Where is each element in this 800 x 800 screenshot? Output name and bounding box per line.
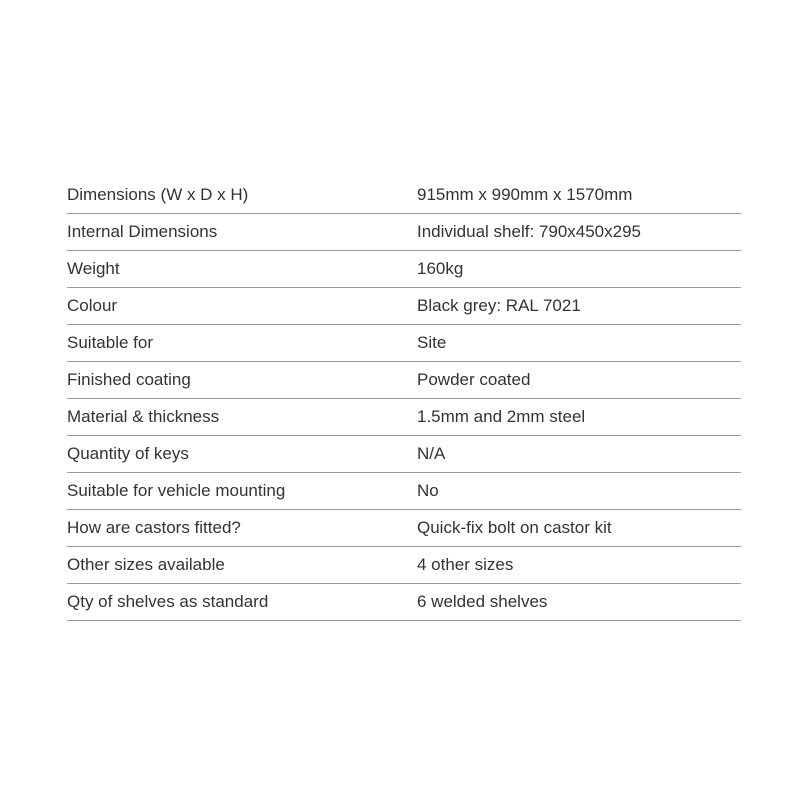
spec-row-colour — [67, 288, 741, 325]
spec-label: Internal Dimensions — [67, 222, 218, 241]
spec-row-weight — [67, 251, 741, 288]
spec-row-finished-coating — [67, 362, 741, 399]
spec-label: Qty of shelves as standard — [67, 592, 269, 611]
spec-value: 4 other sizes — [417, 555, 514, 574]
spec-row-dimensions — [67, 177, 741, 214]
spec-row-other-sizes — [67, 547, 741, 584]
spec-label: Suitable for vehicle mounting — [67, 481, 286, 500]
spec-label: Dimensions (W x D x H) — [67, 185, 249, 204]
spec-label: How are castors fitted? — [67, 518, 241, 537]
spec-label: Material & thickness — [67, 407, 220, 426]
spec-value: No — [417, 481, 439, 500]
spec-label: Quantity of keys — [67, 444, 189, 463]
spec-value: Powder coated — [417, 370, 531, 389]
spec-value: Site — [417, 333, 447, 352]
spec-row-castors-fitted — [67, 510, 741, 547]
spec-value: Black grey: RAL 7021 — [417, 296, 581, 315]
spec-label: Suitable for — [67, 333, 153, 352]
spec-value: 1.5mm and 2mm steel — [417, 407, 586, 426]
spec-label: Other sizes available — [67, 555, 225, 574]
spec-label: Colour — [67, 296, 118, 315]
spec-value: 6 welded shelves — [417, 592, 548, 611]
specifications-table — [67, 177, 741, 621]
spec-row-suitable-for — [67, 325, 741, 362]
spec-label: Finished coating — [67, 370, 191, 389]
spec-row-quantity-of-keys — [67, 436, 741, 473]
spec-value: 160kg — [417, 259, 464, 278]
spec-label: Weight — [67, 259, 120, 278]
spec-value: N/A — [417, 444, 446, 463]
spec-row-shelves-standard — [67, 584, 741, 621]
spec-value: Individual shelf: 790x450x295 — [417, 222, 641, 241]
spec-value: 915mm x 990mm x 1570mm — [417, 185, 633, 204]
spec-row-material-thickness — [67, 399, 741, 436]
spec-row-vehicle-mounting — [67, 473, 741, 510]
spec-value: Quick-fix bolt on castor kit — [417, 518, 612, 537]
spec-row-internal-dimensions — [67, 214, 741, 251]
